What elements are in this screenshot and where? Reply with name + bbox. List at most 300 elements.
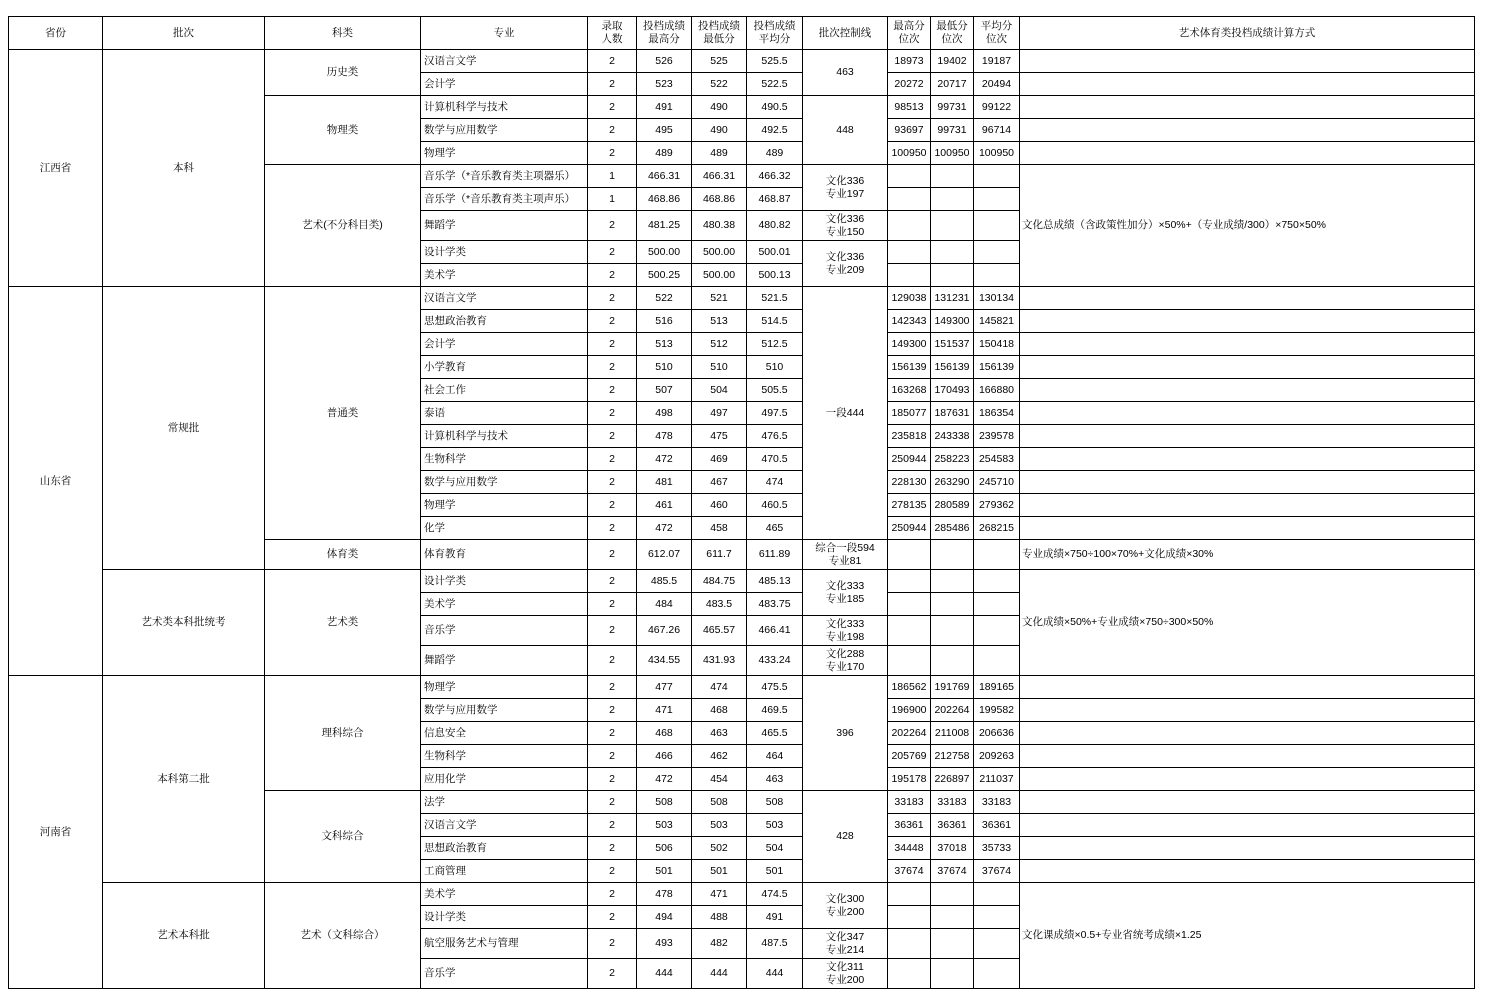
major-cell: 会计学 — [421, 333, 588, 356]
rank-avg-cell: 36361 — [974, 814, 1020, 837]
category-cell: 体育类 — [265, 540, 421, 570]
rank-max-cell: 37674 — [888, 860, 931, 883]
major-cell: 汉语言文学 — [421, 50, 588, 73]
major-cell: 物理学 — [421, 676, 588, 699]
score-min-cell: 512 — [692, 333, 747, 356]
control-line-text: 448 — [836, 123, 854, 136]
score-avg-cell: 500.01 — [747, 241, 803, 264]
category-cell: 理科综合 — [265, 676, 421, 791]
score-avg-cell: 504 — [747, 837, 803, 860]
score-max-cell: 472 — [637, 448, 692, 471]
major-cell: 小学教育 — [421, 356, 588, 379]
admission-scores-table — [8, 16, 1475, 989]
rank-avg-cell: 99122 — [974, 96, 1020, 119]
score-max-cell: 495 — [637, 119, 692, 142]
batch-cell: 本科第二批 — [103, 676, 265, 883]
rank-max-cell — [888, 211, 931, 241]
rank-max-cell: 163268 — [888, 379, 931, 402]
rank-avg-cell — [974, 264, 1020, 287]
control-line-cell — [803, 676, 888, 791]
rank-max-cell: 129038 — [888, 287, 931, 310]
rank-avg-cell: 33183 — [974, 791, 1020, 814]
score-avg-cell: 497.5 — [747, 402, 803, 425]
rank-avg-cell: 206636 — [974, 722, 1020, 745]
score-max-cell: 500.25 — [637, 264, 692, 287]
rank-max-cell: 18973 — [888, 50, 931, 73]
calculation-method-cell — [1020, 676, 1475, 699]
calculation-method-cell — [1020, 814, 1475, 837]
score-avg-cell: 510 — [747, 356, 803, 379]
calculation-method-cell — [1020, 448, 1475, 471]
control-line-text: 综合一段594 — [815, 541, 875, 554]
control-line-cell — [803, 50, 888, 96]
rank-min-cell: 212758 — [931, 745, 974, 768]
calculation-method-cell: 文化成绩×50%+专业成绩×750÷300×50% — [1020, 570, 1475, 676]
batch-cell: 常规批 — [103, 287, 265, 570]
score-max-cell: 478 — [637, 883, 692, 906]
score-avg-cell: 487.5 — [747, 929, 803, 959]
admitted-count-cell: 2 — [588, 119, 637, 142]
score-min-cell: 463 — [692, 722, 747, 745]
score-max-cell: 493 — [637, 929, 692, 959]
admitted-count-cell: 2 — [588, 883, 637, 906]
control-line-text: 一段444 — [825, 406, 865, 419]
calculation-method-cell: 文化课成绩×0.5+专业省统考成绩×1.25 — [1020, 883, 1475, 989]
score-avg-cell: 476.5 — [747, 425, 803, 448]
admitted-count-cell: 2 — [588, 50, 637, 73]
header-category: 科类 — [265, 17, 421, 50]
score-max-cell: 526 — [637, 50, 692, 73]
score-avg-cell: 485.13 — [747, 570, 803, 593]
score-min-cell: 502 — [692, 837, 747, 860]
calculation-method-cell — [1020, 699, 1475, 722]
rank-min-cell: 100950 — [931, 142, 974, 165]
score-max-cell: 434.55 — [637, 646, 692, 676]
control-line-cell — [803, 791, 888, 883]
rank-max-cell: 93697 — [888, 119, 931, 142]
score-min-cell: 469 — [692, 448, 747, 471]
score-min-cell: 483.5 — [692, 593, 747, 616]
rank-max-cell — [888, 188, 931, 211]
rank-max-cell: 235818 — [888, 425, 931, 448]
rank-max-cell — [888, 264, 931, 287]
admitted-count-cell: 2 — [588, 333, 637, 356]
admitted-count-cell: 2 — [588, 241, 637, 264]
rank-max-cell — [888, 593, 931, 616]
category-cell: 历史类 — [265, 50, 421, 96]
rank-avg-cell: 166880 — [974, 379, 1020, 402]
control-line-text: 专业200 — [825, 973, 865, 986]
control-line-text: 专业170 — [825, 660, 865, 673]
table-row — [9, 50, 1475, 73]
score-max-cell: 523 — [637, 73, 692, 96]
calculation-method-cell — [1020, 745, 1475, 768]
control-line-text: 专业200 — [825, 905, 865, 918]
major-cell: 社会工作 — [421, 379, 588, 402]
calculation-method-cell — [1020, 73, 1475, 96]
major-cell: 思想政治教育 — [421, 310, 588, 333]
table-body — [9, 50, 1475, 989]
rank-avg-cell: 189165 — [974, 676, 1020, 699]
major-cell: 音乐学 — [421, 959, 588, 989]
header-rank-avg-line: 平均分 — [980, 20, 1013, 32]
major-cell: 计算机科学与技术 — [421, 425, 588, 448]
score-max-cell: 468.86 — [637, 188, 692, 211]
score-min-cell: 488 — [692, 906, 747, 929]
admitted-count-cell: 2 — [588, 96, 637, 119]
score-min-cell: 454 — [692, 768, 747, 791]
header-score-avg-line: 平均分 — [758, 33, 791, 45]
score-avg-cell: 512.5 — [747, 333, 803, 356]
major-cell: 音乐学 — [421, 616, 588, 646]
major-cell: 美术学 — [421, 883, 588, 906]
rank-avg-cell: 37674 — [974, 860, 1020, 883]
score-min-cell: 501 — [692, 860, 747, 883]
admitted-count-cell: 2 — [588, 356, 637, 379]
major-cell: 物理学 — [421, 494, 588, 517]
score-avg-cell: 470.5 — [747, 448, 803, 471]
score-min-cell: 508 — [692, 791, 747, 814]
control-line-text: 专业150 — [825, 225, 865, 238]
calculation-method-cell — [1020, 768, 1475, 791]
rank-avg-cell: 199582 — [974, 699, 1020, 722]
major-cell: 生物科学 — [421, 448, 588, 471]
calculation-method-cell — [1020, 50, 1475, 73]
category-cell: 艺术(不分科目类) — [265, 165, 421, 287]
score-min-cell: 467 — [692, 471, 747, 494]
rank-min-cell: 226897 — [931, 768, 974, 791]
control-line-text: 文化333 — [825, 617, 865, 630]
admitted-count-cell: 2 — [588, 837, 637, 860]
admitted-count-cell: 2 — [588, 287, 637, 310]
batch-cell: 艺术类本科批统考 — [103, 570, 265, 676]
rank-min-cell: 191769 — [931, 676, 974, 699]
score-min-cell: 468 — [692, 699, 747, 722]
rank-min-cell — [931, 165, 974, 188]
rank-max-cell: 228130 — [888, 471, 931, 494]
admitted-count-cell: 2 — [588, 570, 637, 593]
rank-min-cell — [931, 264, 974, 287]
score-max-cell: 522 — [637, 287, 692, 310]
category-cell: 艺术（文科综合） — [265, 883, 421, 989]
score-avg-cell: 474.5 — [747, 883, 803, 906]
major-cell: 航空服务艺术与管理 — [421, 929, 588, 959]
control-line-text: 文化311 — [826, 960, 864, 973]
score-min-cell: 490 — [692, 119, 747, 142]
rank-avg-cell — [974, 570, 1020, 593]
score-max-cell: 513 — [637, 333, 692, 356]
control-line-cell — [803, 883, 888, 929]
score-max-cell: 503 — [637, 814, 692, 837]
major-cell: 美术学 — [421, 593, 588, 616]
major-cell: 化学 — [421, 517, 588, 540]
score-avg-cell: 475.5 — [747, 676, 803, 699]
rank-min-cell — [931, 570, 974, 593]
table-row — [9, 883, 1475, 906]
score-avg-cell: 492.5 — [747, 119, 803, 142]
admitted-count-cell: 2 — [588, 616, 637, 646]
rank-min-cell — [931, 646, 974, 676]
rank-min-cell: 211008 — [931, 722, 974, 745]
score-min-cell: 444 — [692, 959, 747, 989]
calculation-method-cell — [1020, 356, 1475, 379]
control-line-text: 文化347 — [825, 930, 865, 943]
admitted-count-cell: 2 — [588, 402, 637, 425]
score-min-cell: 482 — [692, 929, 747, 959]
rank-min-cell — [931, 883, 974, 906]
calculation-method-cell: 专业成绩×750÷100×70%+文化成绩×30% — [1020, 540, 1475, 570]
rank-avg-cell: 245710 — [974, 471, 1020, 494]
control-line-text: 463 — [836, 66, 854, 78]
score-max-cell: 510 — [637, 356, 692, 379]
control-line-cell — [803, 959, 888, 989]
major-cell: 数学与应用数学 — [421, 699, 588, 722]
header-admitted-count-line: 录取 — [601, 20, 623, 32]
rank-max-cell: 278135 — [888, 494, 931, 517]
rank-max-cell — [888, 929, 931, 959]
rank-avg-cell: 254583 — [974, 448, 1020, 471]
province-cell: 江西省 — [9, 50, 103, 287]
control-line-text: 专业198 — [825, 630, 865, 643]
calculation-method-cell — [1020, 287, 1475, 310]
rank-max-cell: 100950 — [888, 142, 931, 165]
header-batch: 批次 — [103, 17, 265, 50]
header-admitted-count-line: 人数 — [601, 33, 623, 45]
control-line-text: 专业214 — [825, 943, 865, 956]
major-cell: 设计学类 — [421, 241, 588, 264]
score-min-cell: 480.38 — [692, 211, 747, 241]
header-score-min-line: 最低分 — [703, 33, 735, 45]
province-cell: 山东省 — [9, 287, 103, 676]
score-min-cell: 474 — [692, 676, 747, 699]
score-max-cell: 500.00 — [637, 241, 692, 264]
rank-max-cell: 149300 — [888, 333, 931, 356]
score-max-cell: 478 — [637, 425, 692, 448]
major-cell: 物理学 — [421, 142, 588, 165]
admitted-count-cell: 2 — [588, 959, 637, 989]
score-min-cell: 458 — [692, 517, 747, 540]
rank-max-cell: 202264 — [888, 722, 931, 745]
calculation-method-cell: 文化总成绩（含政策性加分）×50%+（专业成绩/300）×750×50% — [1020, 165, 1475, 287]
score-avg-cell: 490.5 — [747, 96, 803, 119]
category-cell: 普通类 — [265, 287, 421, 540]
category-cell: 艺术类 — [265, 570, 421, 676]
score-avg-cell: 465.5 — [747, 722, 803, 745]
header-score-min-line: 投档成绩 — [698, 20, 740, 32]
rank-avg-cell — [974, 593, 1020, 616]
control-line-cell — [803, 570, 888, 616]
major-cell: 汉语言文学 — [421, 287, 588, 310]
admitted-count-cell: 2 — [588, 676, 637, 699]
header-rank-min-line: 位次 — [941, 33, 963, 45]
admitted-count-cell: 2 — [588, 211, 637, 241]
rank-avg-cell — [974, 906, 1020, 929]
calculation-method-cell — [1020, 402, 1475, 425]
control-line-text: 文化336 — [825, 174, 865, 187]
admitted-count-cell: 2 — [588, 929, 637, 959]
control-line-text: 文化336 — [825, 212, 865, 225]
score-avg-cell: 483.75 — [747, 593, 803, 616]
rank-avg-cell: 211037 — [974, 768, 1020, 791]
admitted-count-cell: 2 — [588, 646, 637, 676]
score-min-cell: 521 — [692, 287, 747, 310]
rank-max-cell: 186562 — [888, 676, 931, 699]
rank-min-cell: 263290 — [931, 471, 974, 494]
admitted-count-cell: 2 — [588, 517, 637, 540]
admitted-count-cell: 2 — [588, 745, 637, 768]
major-cell: 音乐学（*音乐教育类主项声乐） — [421, 188, 588, 211]
header-score-avg — [747, 17, 803, 50]
score-avg-cell: 491 — [747, 906, 803, 929]
control-line-text: 文化288 — [825, 647, 865, 660]
score-min-cell: 468.86 — [692, 188, 747, 211]
control-line-cell — [803, 211, 888, 241]
rank-min-cell: 99731 — [931, 96, 974, 119]
score-max-cell: 468 — [637, 722, 692, 745]
score-avg-cell: 444 — [747, 959, 803, 989]
header-rank-max-line: 最高分 — [893, 20, 925, 32]
control-line-cell — [803, 96, 888, 165]
rank-avg-cell: 96714 — [974, 119, 1020, 142]
table-row — [9, 287, 1475, 310]
score-avg-cell: 489 — [747, 142, 803, 165]
calculation-method-cell — [1020, 379, 1475, 402]
rank-avg-cell: 209263 — [974, 745, 1020, 768]
score-avg-cell: 505.5 — [747, 379, 803, 402]
major-cell: 计算机科学与技术 — [421, 96, 588, 119]
score-max-cell: 508 — [637, 791, 692, 814]
calculation-method-cell — [1020, 96, 1475, 119]
score-min-cell: 431.93 — [692, 646, 747, 676]
admitted-count-cell: 1 — [588, 165, 637, 188]
control-line-text: 文化300 — [825, 892, 865, 905]
calculation-method-cell — [1020, 494, 1475, 517]
rank-max-cell — [888, 241, 931, 264]
score-max-cell: 466.31 — [637, 165, 692, 188]
major-cell: 思想政治教育 — [421, 837, 588, 860]
score-max-cell: 485.5 — [637, 570, 692, 593]
score-avg-cell: 508 — [747, 791, 803, 814]
calculation-method-cell — [1020, 425, 1475, 448]
admitted-count-cell: 2 — [588, 425, 637, 448]
control-line-text: 专业185 — [825, 592, 865, 605]
admitted-count-cell: 2 — [588, 379, 637, 402]
score-avg-cell: 460.5 — [747, 494, 803, 517]
admitted-count-cell: 2 — [588, 264, 637, 287]
score-avg-cell: 521.5 — [747, 287, 803, 310]
rank-avg-cell: 150418 — [974, 333, 1020, 356]
rank-min-cell — [931, 211, 974, 241]
score-max-cell: 472 — [637, 768, 692, 791]
rank-max-cell: 185077 — [888, 402, 931, 425]
calculation-method-cell — [1020, 860, 1475, 883]
rank-min-cell: 37674 — [931, 860, 974, 883]
score-avg-cell: 501 — [747, 860, 803, 883]
header-score-max-line: 投档成绩 — [643, 20, 685, 32]
rank-min-cell: 187631 — [931, 402, 974, 425]
major-cell: 会计学 — [421, 73, 588, 96]
rank-min-cell: 36361 — [931, 814, 974, 837]
rank-max-cell — [888, 165, 931, 188]
rank-max-cell — [888, 959, 931, 989]
major-cell: 音乐学（*音乐教育类主项器乐） — [421, 165, 588, 188]
score-avg-cell: 466.41 — [747, 616, 803, 646]
header-score-avg-line: 投档成绩 — [753, 20, 796, 32]
rank-min-cell: 19402 — [931, 50, 974, 73]
rank-avg-cell — [974, 959, 1020, 989]
rank-max-cell — [888, 646, 931, 676]
control-line-text: 专业209 — [825, 263, 865, 276]
batch-cell: 本科 — [103, 50, 265, 287]
control-line-text: 专业81 — [828, 554, 862, 567]
header-row — [9, 17, 1475, 50]
score-avg-cell: 468.87 — [747, 188, 803, 211]
rank-max-cell — [888, 883, 931, 906]
rank-avg-cell: 100950 — [974, 142, 1020, 165]
rank-min-cell: 99731 — [931, 119, 974, 142]
rank-max-cell: 142343 — [888, 310, 931, 333]
header-control-line: 批次控制线 — [803, 17, 888, 50]
score-min-cell: 465.57 — [692, 616, 747, 646]
header-province: 省份 — [9, 17, 103, 50]
rank-min-cell — [931, 593, 974, 616]
header-admitted-count — [588, 17, 637, 50]
score-avg-cell: 480.82 — [747, 211, 803, 241]
rank-min-cell: 285486 — [931, 517, 974, 540]
header-score-max-line: 最高分 — [648, 33, 680, 45]
score-max-cell: 516 — [637, 310, 692, 333]
score-max-cell: 501 — [637, 860, 692, 883]
score-avg-cell: 463 — [747, 768, 803, 791]
admitted-count-cell: 2 — [588, 906, 637, 929]
rank-min-cell: 258223 — [931, 448, 974, 471]
rank-min-cell: 202264 — [931, 699, 974, 722]
rank-avg-cell: 130134 — [974, 287, 1020, 310]
score-max-cell: 507 — [637, 379, 692, 402]
admitted-count-cell: 2 — [588, 310, 637, 333]
rank-avg-cell: 35733 — [974, 837, 1020, 860]
rank-min-cell: 33183 — [931, 791, 974, 814]
rank-max-cell: 20272 — [888, 73, 931, 96]
rank-min-cell — [931, 188, 974, 211]
rank-max-cell: 33183 — [888, 791, 931, 814]
rank-max-cell — [888, 570, 931, 593]
rank-min-cell: 149300 — [931, 310, 974, 333]
score-min-cell: 504 — [692, 379, 747, 402]
rank-min-cell — [931, 616, 974, 646]
score-min-cell: 500.00 — [692, 241, 747, 264]
rank-avg-cell — [974, 241, 1020, 264]
control-line-text: 396 — [836, 726, 854, 739]
admitted-count-cell: 2 — [588, 593, 637, 616]
score-max-cell: 489 — [637, 142, 692, 165]
table-header — [9, 17, 1475, 50]
admitted-count-cell: 2 — [588, 699, 637, 722]
major-cell: 信息安全 — [421, 722, 588, 745]
score-min-cell: 611.7 — [692, 540, 747, 570]
rank-avg-cell — [974, 188, 1020, 211]
major-cell: 法学 — [421, 791, 588, 814]
rank-avg-cell — [974, 211, 1020, 241]
major-cell: 工商管理 — [421, 860, 588, 883]
rank-max-cell: 250944 — [888, 517, 931, 540]
score-max-cell: 481 — [637, 471, 692, 494]
rank-avg-cell: 156139 — [974, 356, 1020, 379]
score-min-cell: 525 — [692, 50, 747, 73]
header-rank-min — [931, 17, 974, 50]
calculation-method-cell — [1020, 722, 1475, 745]
admitted-count-cell: 2 — [588, 73, 637, 96]
